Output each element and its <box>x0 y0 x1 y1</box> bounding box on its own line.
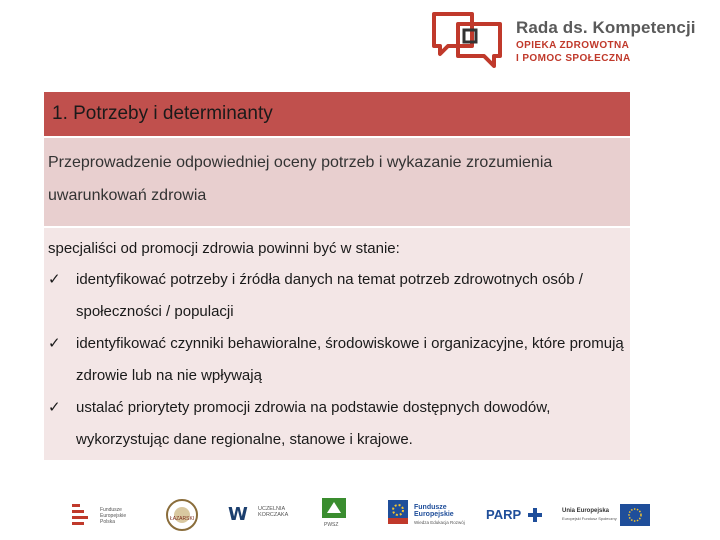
plus-icon <box>528 508 542 522</box>
partner-logos-footer <box>70 498 650 532</box>
pwsz-logo <box>322 498 348 532</box>
logo5-sub: Wiedza Edukacja Rozwój <box>414 520 465 525</box>
crest-icon <box>165 498 199 532</box>
logo7-title: Unia Europejska <box>562 508 610 514</box>
list-item <box>48 328 624 392</box>
logo2-text: ŁAZARSKI <box>170 516 195 522</box>
eu-flag-icon <box>620 504 650 526</box>
logo-subtitle-2: I POMOC SPOŁECZNA <box>516 53 631 64</box>
checkmark-icon: ✓ <box>48 335 61 352</box>
flag-stripes-icon <box>72 500 96 530</box>
eu-funds-icon <box>386 498 410 526</box>
bullet-text: identyfikować potrzeby i źródła danych na temat potrzeb zdrowotnych osób / społeczności / populacji <box>76 271 583 320</box>
logo1-text: Fundusze Europejskie Polska <box>100 507 127 525</box>
speech-bubbles-icon <box>428 10 512 72</box>
logo-subtitle-1: OPIEKA ZDROWOTNA <box>516 40 630 51</box>
logo3-text: UCZELNIA KORCZAKA <box>258 506 289 518</box>
list-item <box>48 392 624 456</box>
korczak-logo <box>228 498 298 532</box>
table-body-row <box>44 228 630 460</box>
bullet-text: identyfikować czynniki behawioralne, środowiskowe i organizacyjne, które promują zdrowie lub na nie wpływają <box>76 335 624 384</box>
logo5-title: Fundusze Europejskie <box>414 504 454 518</box>
leaf-icon <box>322 498 346 524</box>
w-mark-icon: W <box>228 504 248 525</box>
table-heading: 1. Potrzeby i determinanty <box>52 103 273 124</box>
competency-table <box>44 92 630 460</box>
table-subheading-row <box>44 138 630 228</box>
logo-title: Rada ds. Kompetencji <box>516 18 696 37</box>
fundusze-polska-logo <box>70 498 140 532</box>
unia-europejska-logo <box>562 498 650 532</box>
table-subheading: Przeprowadzenie odpowiedniej oceny potrzeb i wykazanie zrozumienia uwarunkowań zdrowia <box>48 154 553 204</box>
bullet-text: ustalać priorytety promocji zdrowia na podstawie dostępnych dowodów, wykorzystując dane regionalne, stanowe i krajowe. <box>76 399 551 448</box>
logo4-text: PWSZ <box>324 522 339 528</box>
table-heading-row <box>44 92 630 138</box>
checkmark-icon: ✓ <box>48 399 61 416</box>
list-item <box>48 264 624 328</box>
parp-logo <box>486 498 546 532</box>
rada-kompetencji-logo <box>428 10 708 72</box>
logo6-text: PARP <box>486 507 522 522</box>
intro-text: specjaliści od promocji zdrowia powinni być w stanie: <box>48 240 400 257</box>
lazarski-logo <box>165 498 201 532</box>
fundusze-europejskie-logo <box>386 498 466 532</box>
checkmark-icon: ✓ <box>48 271 61 288</box>
logo7-sub: Europejski Fundusz Społeczny <box>562 516 617 521</box>
